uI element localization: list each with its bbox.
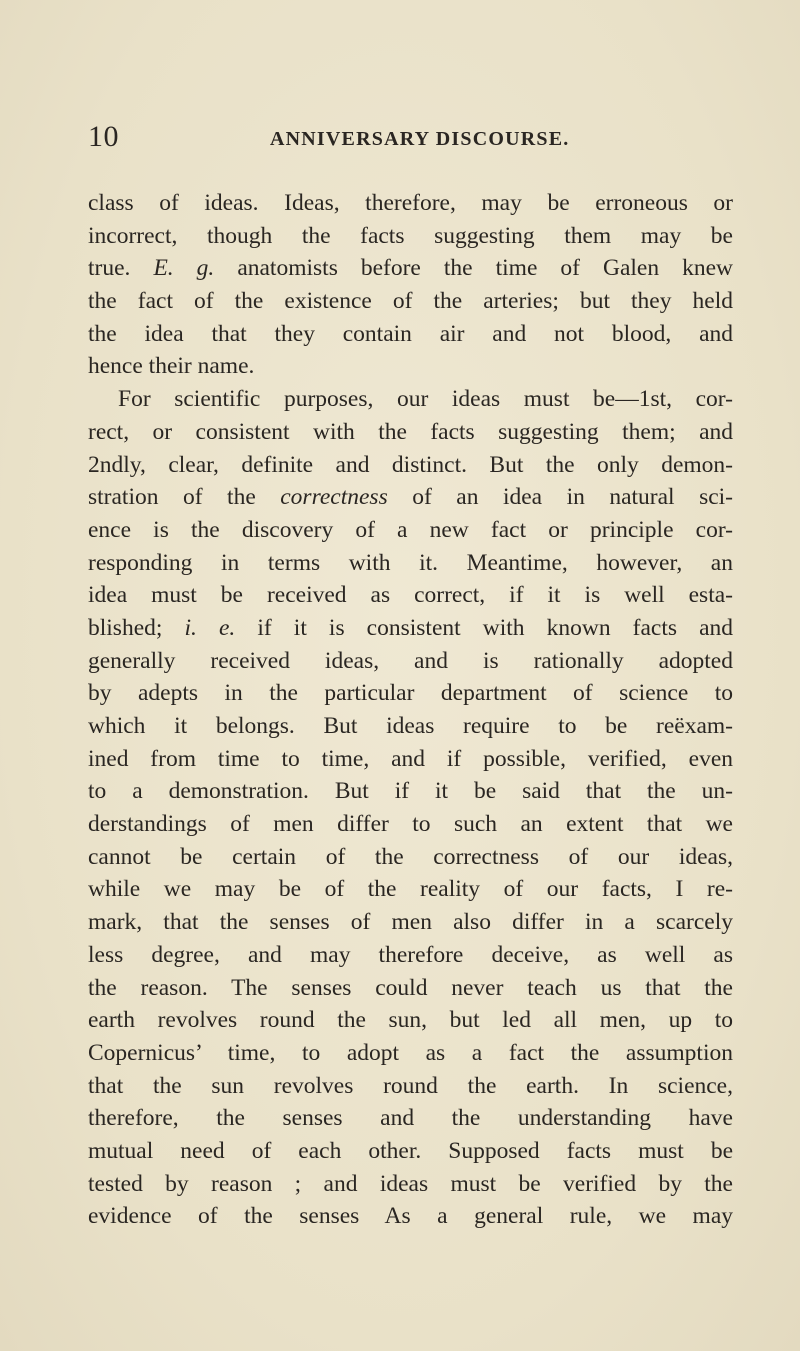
text-line: which it belongs. But ideas require to be reëxam- xyxy=(88,713,733,739)
page-number: 10 xyxy=(88,120,119,153)
text-line: mutual need of each other. Supposed facts must be xyxy=(88,1137,733,1164)
text-line: cannot be certain of the correctness of our ideas, xyxy=(88,843,733,870)
text-line: the fact of the existence of the arteries; but they held xyxy=(88,288,733,315)
text-line: earth revolves round the sun, but led all men, up to xyxy=(88,1007,733,1034)
text-line: generally received ideas, and is rationally adopted xyxy=(88,647,733,674)
text-line: by adepts in the particular department of science to xyxy=(88,680,733,707)
text-line: less degree, and may therefore deceive, as well as xyxy=(88,941,733,968)
running-head: ANNIVERSARY DISCOURSE. xyxy=(270,128,570,150)
text-line: that the sun revolves round the earth. In science, xyxy=(88,1072,733,1099)
text-line: incorrect, though the facts suggesting them may be xyxy=(88,222,733,249)
text-line: 2ndly, clear, definite and distinct. But the only demon- xyxy=(88,451,733,478)
text-line: tested by reason ; and ideas must be verified by the xyxy=(88,1170,733,1197)
text-line: while we may be of the reality of our facts, I re- xyxy=(88,876,733,903)
text-line: responding in terms with it. Meantime, however, an xyxy=(88,549,733,576)
text-line: ence is the discovery of a new fact or principle cor- xyxy=(88,516,733,543)
text-line: rect, or consistent with the facts suggesting them; and xyxy=(88,418,733,445)
page-header xyxy=(88,120,733,160)
text-line: mark, that the senses of men also differ in a scarcely xyxy=(88,909,733,936)
italic-phrase: E. g. xyxy=(153,255,215,282)
text-line: stration of the correctness of an idea in natural sci- xyxy=(88,484,733,511)
text-line: to a demonstration. But if it be said that the un- xyxy=(88,778,733,805)
text-line: Copernicus’ time, to adopt as a fact the assumption xyxy=(88,1039,733,1066)
text-line: evidence of the senses As a general rule, we may xyxy=(88,1203,733,1230)
text-line: ined from time to time, and if possible, verified, even xyxy=(88,745,733,772)
text-line: derstandings of men differ to such an extent that we xyxy=(88,811,733,838)
text-line: hence their name. xyxy=(88,353,255,380)
text-line: true. E. g. anatomists before the time of Galen knew xyxy=(88,255,733,282)
italic-phrase: correctness xyxy=(280,484,388,511)
paragraph-start-line: For scientific purposes, our ideas must be—1st, cor- xyxy=(118,386,733,413)
text-line: idea must be received as correct, if it is well esta- xyxy=(88,582,733,609)
text-line: blished; i. e. if it is consistent with known facts and xyxy=(88,614,733,641)
text-line: therefore, the senses and the understanding have xyxy=(88,1105,733,1132)
text-line: the reason. The senses could never teach us that the xyxy=(88,974,733,1001)
text-line: the idea that they contain air and not blood, and xyxy=(88,320,733,347)
text-line: class of ideas. Ideas, therefore, may be erroneous or xyxy=(88,190,733,216)
italic-phrase: i. e. xyxy=(184,614,236,641)
body-text xyxy=(88,187,733,1233)
